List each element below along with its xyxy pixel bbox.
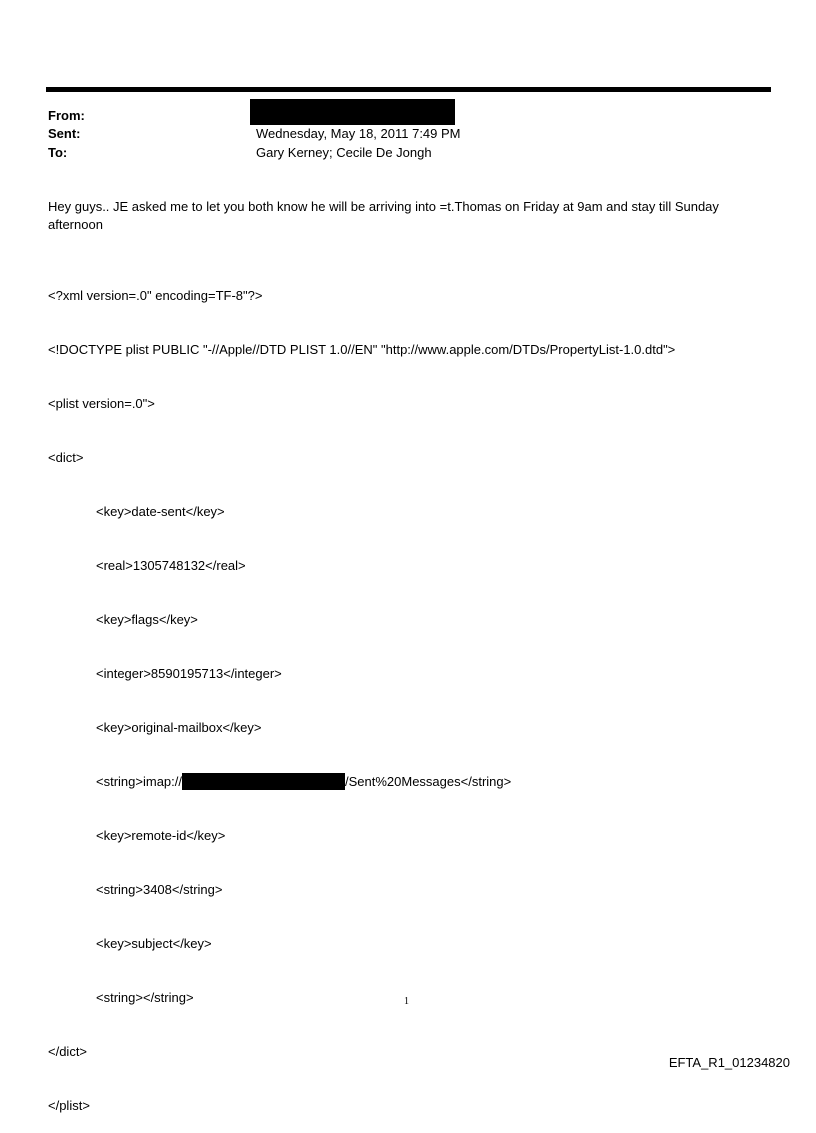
message-line-1: Hey guys.. JE asked me to let you both know he will be arriving into =t.Thomas on Friday at 9am and stay till Sunday xyxy=(48,199,719,214)
plist-line: <key>original-mailbox</key> xyxy=(96,720,262,735)
doctype-line: <!DOCTYPE plist PUBLIC "-//Apple//DTD PLIST 1.0//EN" "http://www.apple.com/DTDs/PropertyList-1.0.dtd"> xyxy=(48,342,676,357)
to-label: To: xyxy=(48,145,68,160)
plist-line: <string></string> xyxy=(96,990,194,1005)
plist-line: <string>3408</string> xyxy=(96,882,223,897)
plist-line: <integer>8590195713</integer> xyxy=(96,666,282,681)
plist-line: <key>remote-id</key> xyxy=(96,828,226,843)
dict-open: <dict> xyxy=(48,450,84,465)
plist-open: <plist version=.0"> xyxy=(48,396,155,411)
sent-label: Sent: xyxy=(48,126,81,141)
redacted-mailbox xyxy=(182,773,345,790)
document-id: EFTA_R1_01234820 xyxy=(668,1055,790,1070)
plist-line: <key>subject</key> xyxy=(96,936,212,951)
plist-line-mailbox xyxy=(48,773,675,791)
from-label: From: xyxy=(48,108,85,123)
plist-close: </plist> xyxy=(48,1098,90,1113)
sent-value: Wednesday, May 18, 2011 7:49 PM xyxy=(256,126,461,141)
dict-close: </dict> xyxy=(48,1044,88,1059)
mailbox-prefix: <string>imap:// xyxy=(96,774,182,789)
page-number: 1 xyxy=(404,996,409,1007)
message-line-2: afternoon xyxy=(48,217,103,232)
xml-declaration: <?xml version=.0" encoding=TF-8"?> xyxy=(48,288,263,303)
message-body xyxy=(48,198,768,234)
plist-line: <real>1305748132</real> xyxy=(96,558,246,573)
plist-line: <key>flags</key> xyxy=(96,612,198,627)
to-value: Gary Kerney; Cecile De Jongh xyxy=(256,145,432,160)
redacted-from-block xyxy=(250,99,455,125)
plist-line: <key>date-sent</key> xyxy=(96,504,225,519)
plist-block xyxy=(48,251,675,1133)
header-rule xyxy=(46,87,771,92)
mailbox-suffix: /Sent%20Messages</string> xyxy=(345,774,512,789)
